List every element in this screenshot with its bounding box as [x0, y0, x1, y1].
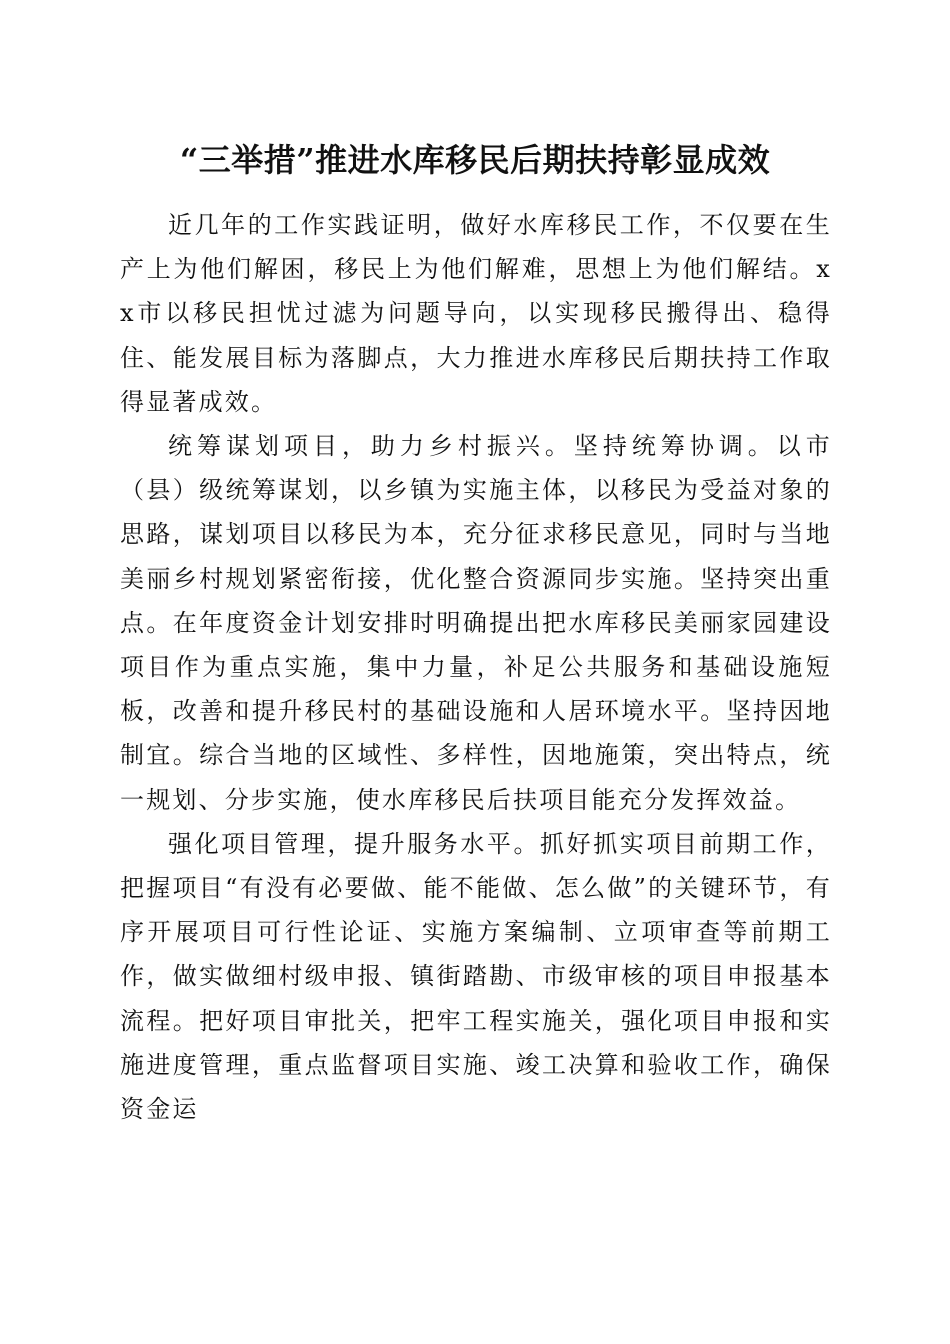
- document-body: [120, 203, 832, 1131]
- document-title: “三举措”推进水库移民后期扶持彰显成效: [179, 141, 771, 179]
- paragraph-planning: 统筹谋划项目，助力乡村振兴。坚持统筹协调。以市（县）级统筹谋划，以乡镇为实施主体，以移民为受益对象的思路，谋划项目以移民为本，充分征求移民意见，同时与当地美丽乡村规划紧密衔接，优化整合资源同步实施。坚持突出重点。在年度资金计划安排时明确提出把水库移民美丽家园建设项目作为重点实施，集中力量，补足公共服务和基础设施短板，改善和提升移民村的基础设施和人居环境水平。坚持因地制宜。综合当地的区域性、多样性，因地施策，突出特点，统一规划、分步实施，使水库移民后扶项目能充分发挥效益。: [120, 432, 832, 814]
- paragraph-management: 强化项目管理，提升服务水平。抓好抓实项目前期工作，把握项目“有没有必要做、能不能做、怎么做”的关键环节，有序开展项目可行性论证、实施方案编制、立项审查等前期工作，做实做细村级申报、镇街踏勘、市级审核的项目申报基本流程。把好项目审批关，把牢工程实施关，强化项目申报和实施进度管理，重点监督项目实施、竣工决算和验收工作，确保资金运: [120, 829, 832, 1124]
- paragraph-intro: 近几年的工作实践证明，做好水库移民工作，不仅要在生产上为他们解困，移民上为他们解难，思想上为他们解结。xx市以移民担忧过滤为问题导向，以实现移民搬得出、稳得住、能发展目标为落脚点，大力推进水库移民后期扶持工作取得显著成效。: [120, 211, 832, 416]
